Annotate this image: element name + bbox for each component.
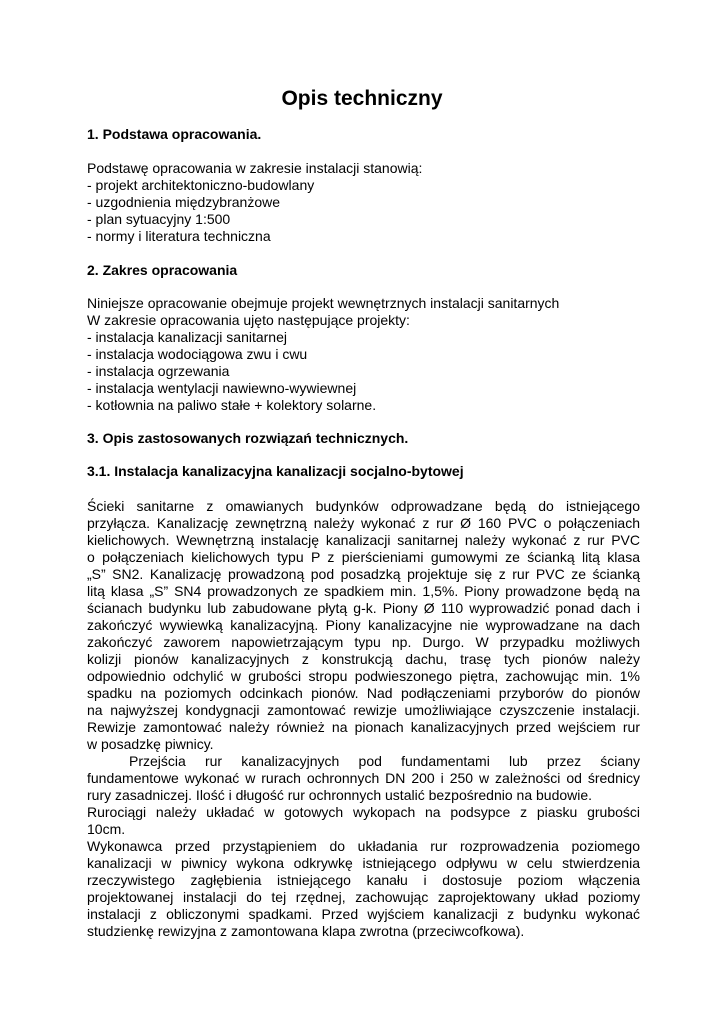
- list-item: - instalacja kanalizacji sanitarnej: [87, 329, 287, 345]
- paragraph-line: projektowanej instalacji do tej rzędnej, zachowując zaprojektowany układ poziomy: [87, 889, 640, 905]
- paragraph-line: spadku na poziomych odcinkach pionów. Nad podłączeniami przyborów do pionów: [87, 685, 640, 701]
- paragraph-line: instalacji z obliczonymi spadkami. Przed wyjściem kanalizacji z budynku wykonać: [87, 906, 640, 922]
- paragraph-line: Wykonawca przed przystąpieniem do układania rur rozprowadzenia poziomego: [87, 838, 640, 854]
- body-line: Niniejsze opracowanie obejmuje projekt wewnętrznych instalacji sanitarnych: [87, 295, 560, 311]
- list-item: - instalacja wentylacji nawiewno-wywiewnej: [87, 380, 357, 396]
- paragraph-line: odpowiednio odchylić w grubości stropu podwieszonego piętra, zachowując min. 1%: [87, 668, 640, 684]
- paragraph-line: rzeczywistego zagłębienia istniejącego kanału i dostosuje poziom włączenia: [87, 872, 640, 888]
- paragraph-line: studzienkę rewizyjna z zamontowana klapa zwrotna (przeciwcofkowa).: [87, 923, 525, 939]
- paragraph-1: [87, 498, 640, 940]
- paragraph-line: kolizji pionów kanalizacyjnych z konstrukcją dachu, trasę tych pionów należy: [87, 651, 640, 667]
- list-item: - uzgodnienia międzybranżowe: [87, 194, 280, 210]
- paragraph-line: kanalizacji w piwnicy wykona odkrywkę istniejącego odpływu w celu stwierdzenia: [87, 855, 640, 871]
- paragraph-line: 10cm.: [87, 821, 126, 837]
- list-item: - instalacja wodociągowa zwu i cwu: [87, 346, 308, 362]
- paragraph-line: „S” SN2. Kanalizację prowadzoną pod posadzką projektuje się z rur PVC ze ścianką: [87, 566, 640, 582]
- section-3-heading: 3. Opis zastosowanych rozwiązań technicznych.: [87, 430, 409, 446]
- paragraph-line: Ścieki sanitarne z omawianych budynków odprowadzane będą do istniejącego: [87, 498, 640, 514]
- document-title: Opis techniczny: [281, 87, 443, 110]
- list-item: - plan sytuacyjny 1:500: [87, 211, 231, 227]
- section-2-heading: 2. Zakres opracowania: [87, 262, 238, 278]
- paragraph-line: Rewizje zamontować należy również na pionach kanalizacyjnych przed wejściem rur: [87, 719, 640, 735]
- paragraph-line: przyłącza. Kanalizację zewnętrzną należy wykonać z rur Ø 160 PVC o połączeniach: [87, 515, 640, 531]
- section-2-body: [87, 295, 647, 414]
- paragraph-line: zakończyć zaworem napowietrzającym typu np. Durgo. W przypadku możliwych: [87, 634, 640, 650]
- list-item: - normy i literatura techniczna: [87, 228, 271, 244]
- paragraph-line: w posadzkę piwnicy.: [87, 736, 214, 752]
- paragraph-line: ścianach budynku lub zabudowane płytą g-k. Piony Ø 110 wyprowadzić ponad dach i: [87, 600, 640, 616]
- section-3-1-heading: 3.1. Instalacja kanalizacyjna kanalizacji socjalno-bytowej: [87, 463, 464, 479]
- body-line: W zakresie opracowania ujęto następujące projekty:: [87, 312, 410, 328]
- list-item: - kotłownia na paliwo stałe + kolektory solarne.: [87, 397, 377, 413]
- paragraph-line: rury zasadniczej. Ilość i długość rur ochronnych ustalić bezpośrednio na budowie.: [87, 787, 593, 803]
- section-1-body: [87, 160, 647, 245]
- list-item: - instalacja ogrzewania: [87, 363, 230, 379]
- paragraph-line: fundamentowe wykonać w rurach ochronnych DN 200 i 250 w zależności od średnicy: [87, 770, 640, 786]
- paragraph-line: Rurociągi należy układać w gotowych wykopach na podsypce z piasku grubości: [87, 804, 640, 820]
- paragraph-line: kielichowych. Wewnętrzną instalację kanalizacji sanitarnej należy wykonać z rur PVC: [87, 532, 640, 548]
- section-1-heading: 1. Podstawa opracowania.: [87, 126, 262, 142]
- paragraph-line: litą klasa „S” SN4 prowadzonych ze spadkiem min. 1,5%. Piony prowadzone będą na: [87, 583, 640, 599]
- paragraph-line: zakończyć wywiewką kanalizacyjną. Piony kanalizacyjne nie wyprowadzane na dach: [87, 617, 640, 633]
- paragraph-line: Przejścia rur kanalizacyjnych pod fundamentami lub przez ściany: [129, 753, 640, 769]
- paragraph-line: na najwyższej kondygnacji zamontować rewizje umożliwiające czyszczenie instalacji.: [87, 702, 640, 718]
- paragraph-line: o połączeniach kielichowych typu P z pierścieniami gumowymi ze ścianką litą klasa: [87, 549, 640, 565]
- list-item: - projekt architektoniczno-budowlany: [87, 177, 315, 193]
- body-line: Podstawę opracowania w zakresie instalacji stanowią:: [87, 160, 423, 176]
